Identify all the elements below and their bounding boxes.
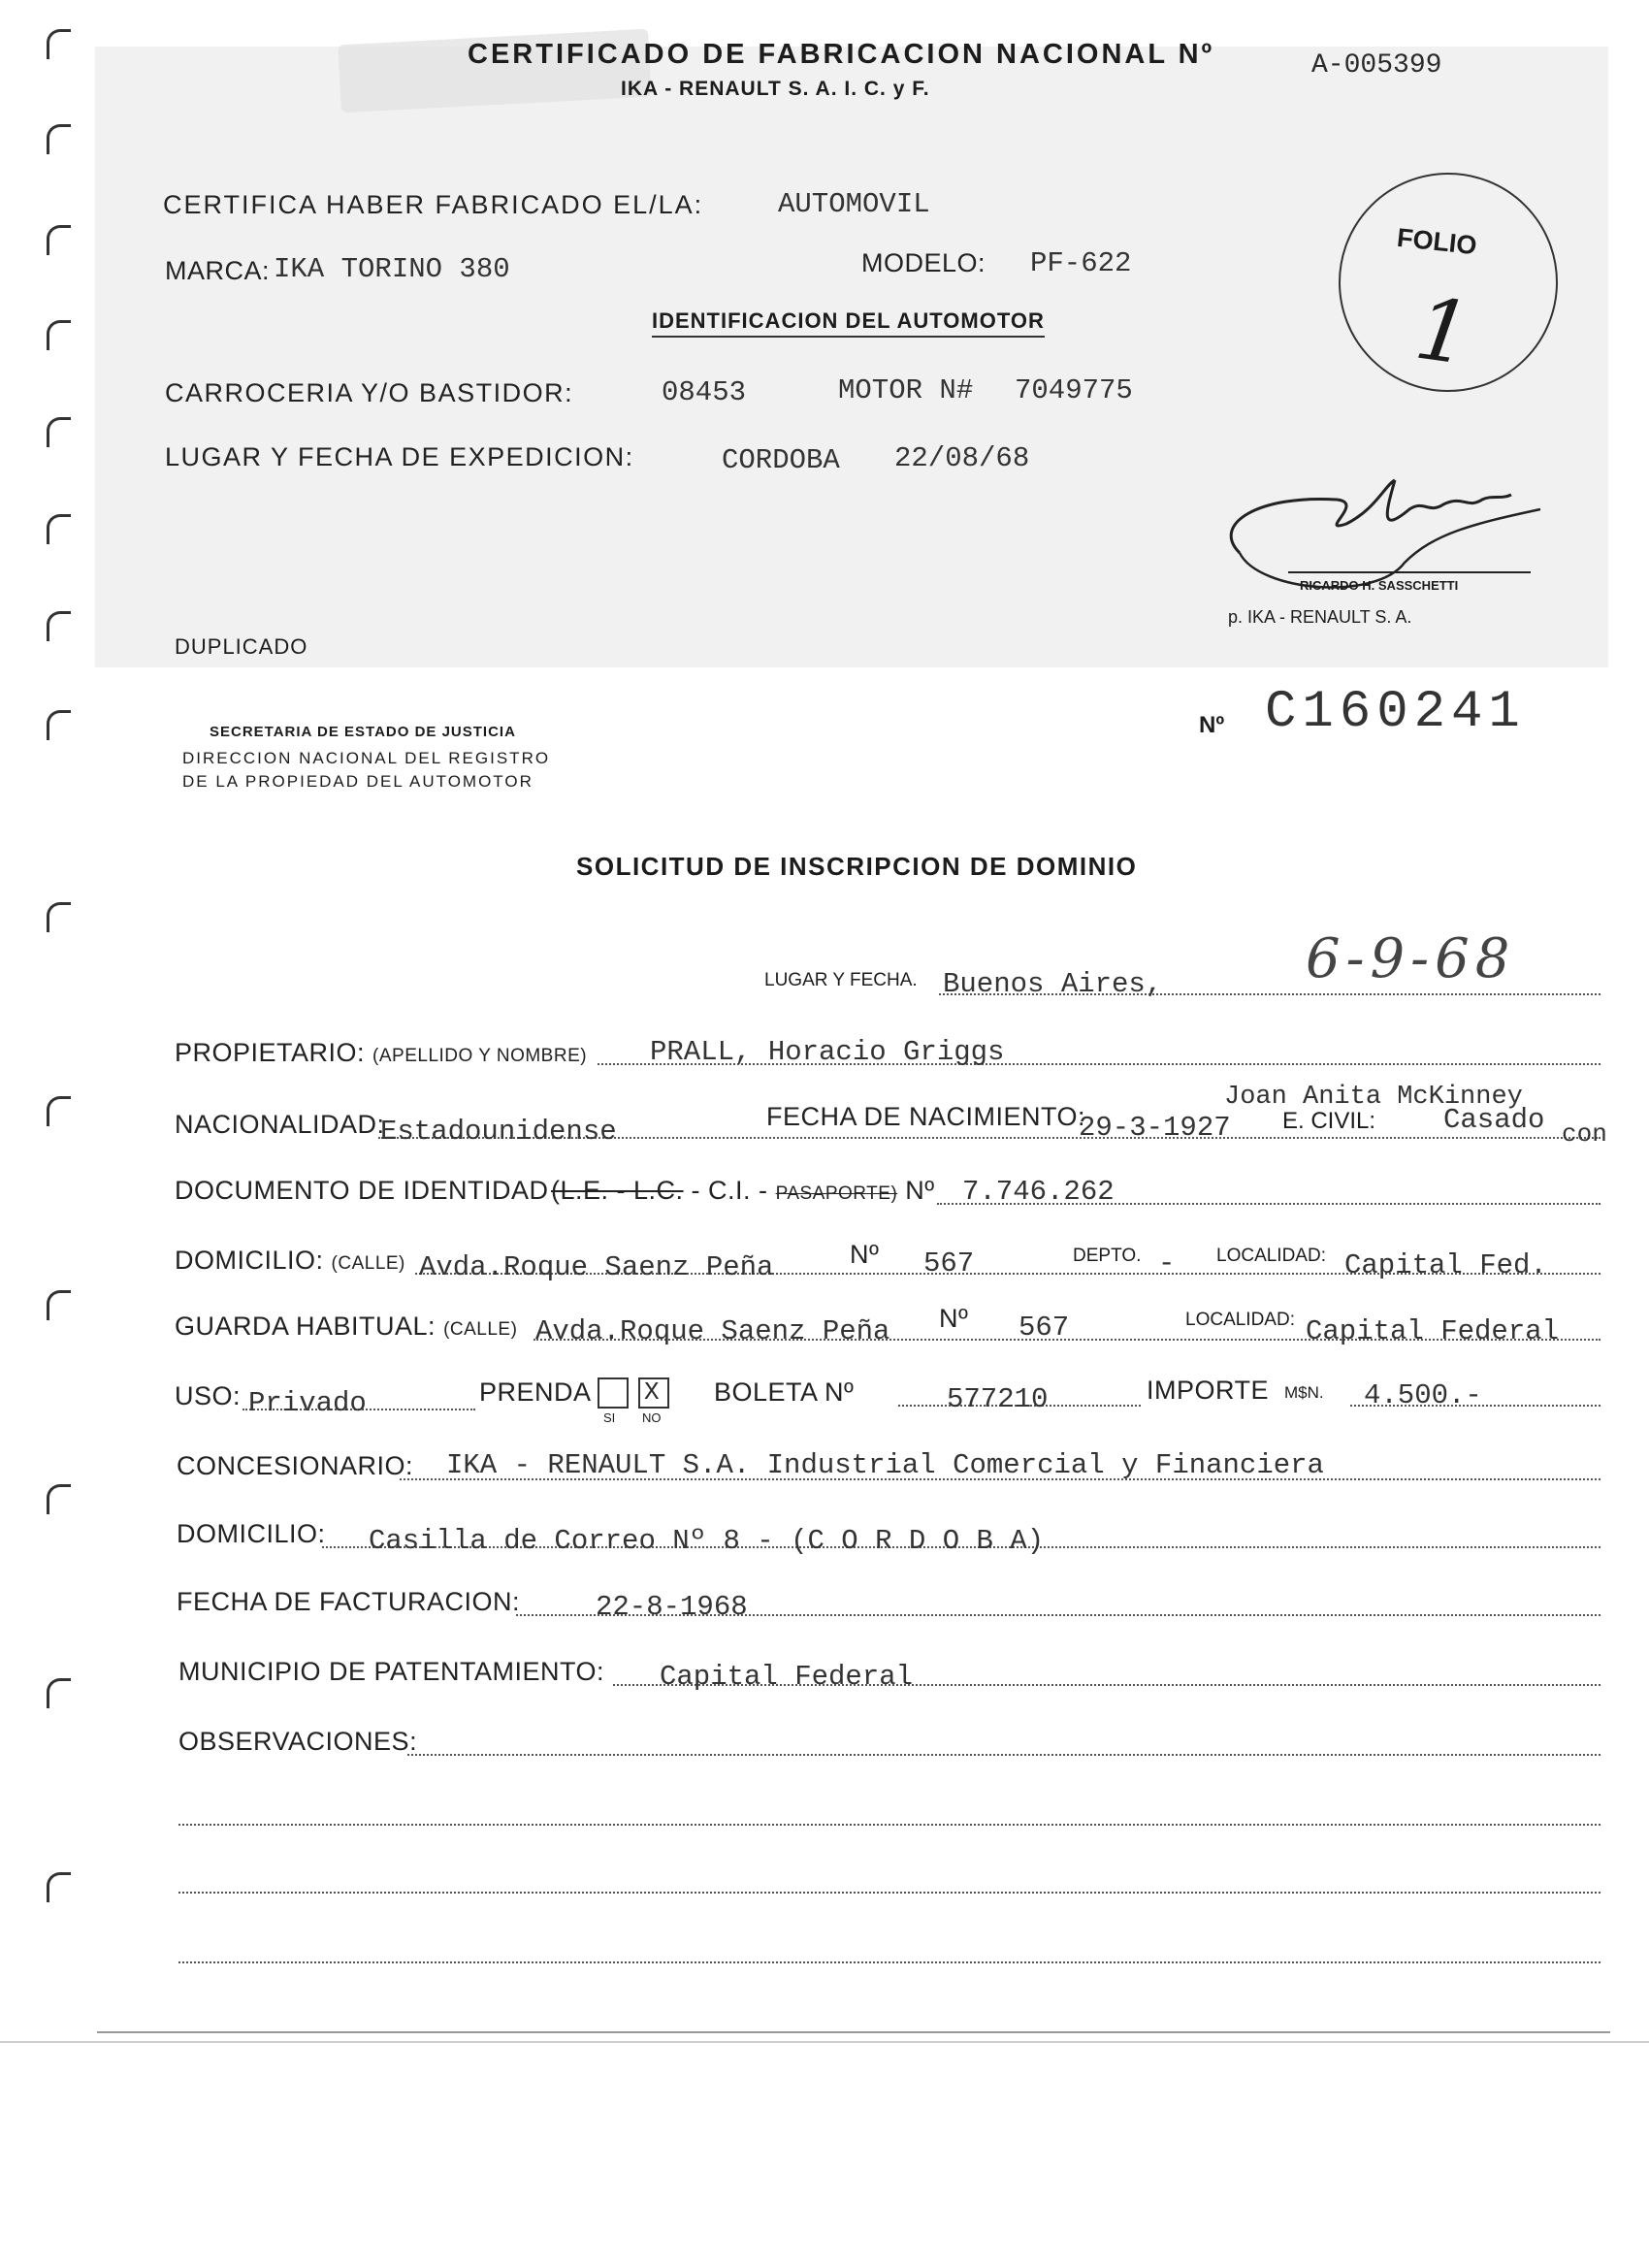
modelo-value: PF-622 (1030, 247, 1132, 279)
ecivil-label: E. CIVIL: (1282, 1108, 1376, 1134)
binder-hole (47, 514, 71, 544)
domicilio-no-label: Nº (850, 1240, 880, 1269)
domicilio-sub: (CALLE) (331, 1253, 405, 1274)
boleta-label: BOLETA Nº (714, 1377, 855, 1407)
carroceria-value: 08453 (662, 376, 747, 408)
folio-number: 1 (1409, 277, 1477, 385)
fecha-expedicion-value: 22/08/68 (894, 442, 1030, 474)
motor-value: 7049775 (1015, 374, 1133, 406)
ecivil-value[interactable]: Casado (1443, 1104, 1545, 1136)
prenda-label: PRENDA (479, 1377, 592, 1407)
fecha-handwritten[interactable]: 6-9-68 (1306, 927, 1516, 990)
guarda-localidad-value[interactable]: Capital Federal (1306, 1315, 1560, 1347)
binder-hole (47, 320, 71, 350)
propietario-sub: (APELLIDO Y NOMBRE) (372, 1046, 588, 1066)
binder-hole (47, 29, 71, 59)
facturacion-value[interactable]: 22-8-1968 (596, 1591, 748, 1623)
duplicado-label: DUPLICADO (175, 634, 308, 659)
carroceria-label: CARROCERIA Y/O BASTIDOR: (165, 378, 574, 407)
identificacion-heading: IDENTIFICACION DEL AUTOMOTOR (652, 308, 1045, 338)
binder-hole (47, 1290, 71, 1320)
uso-value[interactable]: Privado (248, 1387, 367, 1419)
guarda-label-text: GUARDA HABITUAL: (175, 1312, 436, 1341)
page-edge-line (97, 2031, 1610, 2033)
binder-hole (47, 225, 71, 255)
concesionario-label: CONCESIONARIO: (177, 1451, 414, 1480)
observaciones-line (178, 1892, 1600, 1894)
fecha-nacimiento-label: FECHA DE NACIMIENTO: (766, 1102, 1086, 1131)
observaciones-line (178, 1824, 1600, 1826)
binder-hole (47, 124, 71, 154)
guarda-sub: (CALLE) (443, 1319, 518, 1340)
agency-line-3: DE LA PROPIEDAD DEL AUTOMOTOR (182, 772, 534, 791)
binder-hole (47, 611, 71, 641)
domicilio-label-text: DOMICILIO: (175, 1246, 324, 1275)
form-title: SOLICITUD DE INSCRIPCION DE DOMINIO (576, 852, 1138, 881)
domicilio2-label: DOMICILIO: (177, 1519, 326, 1548)
spouse-value[interactable]: Joan Anita McKinney (1224, 1083, 1523, 1112)
certifica-label: CERTIFICA HABER FABRICADO EL/LA: (163, 190, 704, 219)
motor-label: MOTOR N# (838, 374, 974, 406)
documento-type-pasaporte: PASAPORTE) (775, 1183, 898, 1204)
uso-label: USO: (175, 1381, 242, 1410)
lugar-expedicion-value: CORDOBA (722, 444, 840, 476)
importe-label: IMPORTE (1147, 1376, 1270, 1405)
binder-hole (47, 902, 71, 932)
binder-hole (47, 1484, 71, 1514)
binder-hole (47, 417, 71, 447)
concesionario-value[interactable]: IKA - RENAULT S.A. Industrial Comercial y Financiera (446, 1449, 1324, 1481)
form-number: C160241 (1265, 683, 1526, 742)
guarda-no-value[interactable]: 567 (1018, 1312, 1070, 1344)
domicilio-value[interactable]: Avda.Roque Saenz Peña (419, 1251, 774, 1283)
binder-hole (47, 1096, 71, 1126)
certificate-number: A-005399 (1311, 50, 1442, 81)
agency-line-1: SECRETARIA DE ESTADO DE JUSTICIA (210, 724, 516, 740)
nacionalidad-label: NACIONALIDAD: (175, 1110, 385, 1139)
binder-hole (47, 710, 71, 740)
municipio-value[interactable]: Capital Federal (660, 1661, 914, 1693)
observaciones-line (178, 1961, 1600, 1963)
documento-no-label: Nº (905, 1176, 935, 1205)
prenda-si-label: SI (603, 1410, 616, 1425)
ecivil-con[interactable]: con (1562, 1119, 1607, 1149)
documento-value[interactable]: 7.746.262 (962, 1176, 1115, 1208)
lugar-fecha-label: LUGAR Y FECHA. (764, 970, 918, 990)
certificate-title: CERTIFICADO DE FABRICACION NACIONAL Nº (468, 39, 1215, 70)
facturacion-label: FECHA DE FACTURACION: (177, 1587, 521, 1616)
documento-type-ci: - C.I. - (691, 1176, 768, 1205)
marca-label: MARCA: (165, 256, 271, 285)
prenda-no-label: NO (642, 1410, 662, 1425)
depto-label: DEPTO. (1073, 1246, 1142, 1266)
guarda-label (175, 1312, 517, 1342)
lugar-expedicion-label: LUGAR Y FECHA DE EXPEDICION: (165, 442, 634, 471)
guarda-localidad-label: LOCALIDAD: (1185, 1310, 1295, 1330)
importe-value[interactable]: 4.500.- (1364, 1379, 1482, 1411)
certificate-company: IKA - RENAULT S. A. I. C. y F. (621, 78, 930, 100)
marca-value: IKA TORINO 380 (274, 253, 510, 285)
depto-value[interactable]: - (1158, 1247, 1176, 1280)
documento-label: DOCUMENTO DE IDENTIDAD (175, 1176, 549, 1205)
observaciones-label: OBSERVACIONES: (178, 1727, 418, 1756)
signer-name: RICARDO H. SASSCHETTI (1300, 578, 1459, 593)
fecha-nacimiento-value[interactable]: 29-3-1927 (1079, 1112, 1231, 1144)
importe-currency: M$N. (1284, 1383, 1324, 1402)
propietario-label (175, 1038, 587, 1068)
modelo-label: MODELO: (861, 248, 986, 277)
prenda-si-checkbox[interactable] (598, 1377, 629, 1409)
folio-label: FOLIO (1395, 222, 1478, 261)
documento-types (551, 1176, 935, 1206)
binder-hole (47, 1872, 71, 1902)
domicilio2-value[interactable]: Casilla de Correo Nº 8 - (C O R D O B A) (369, 1525, 1045, 1557)
domicilio-label (175, 1246, 405, 1276)
guarda-no-label: Nº (939, 1304, 969, 1333)
certifica-value: AUTOMOVIL (778, 188, 930, 220)
propietario-value[interactable]: PRALL, Horacio Griggs (650, 1036, 1005, 1068)
municipio-label: MUNICIPIO DE PATENTAMIENTO: (178, 1657, 605, 1686)
domicilio-no-value[interactable]: 567 (923, 1247, 975, 1280)
observaciones-line (407, 1754, 1600, 1756)
form-number-label: Nº (1199, 712, 1225, 738)
agency-line-2: DIRECCION NACIONAL DEL REGISTRO (182, 749, 551, 767)
localidad-value[interactable]: Capital Fed. (1344, 1249, 1547, 1281)
page-edge-line (0, 2041, 1649, 2043)
signer-company: p. IKA - RENAULT S. A. (1228, 607, 1412, 627)
propietario-label-text: PROPIETARIO: (175, 1038, 366, 1067)
prenda-no-mark: X (644, 1377, 660, 1407)
localidad-label: LOCALIDAD: (1216, 1246, 1326, 1266)
documento-type-le-lc: (L.E. - L.C. (551, 1176, 684, 1205)
lugar-fecha-value[interactable]: Buenos Aires, (943, 968, 1163, 1000)
boleta-value[interactable]: 577210 (947, 1383, 1049, 1415)
binder-hole (47, 1678, 71, 1708)
nacionalidad-value[interactable]: Estadounidense (380, 1116, 617, 1148)
guarda-value[interactable]: Avda.Roque Saenz Peña (535, 1315, 890, 1347)
